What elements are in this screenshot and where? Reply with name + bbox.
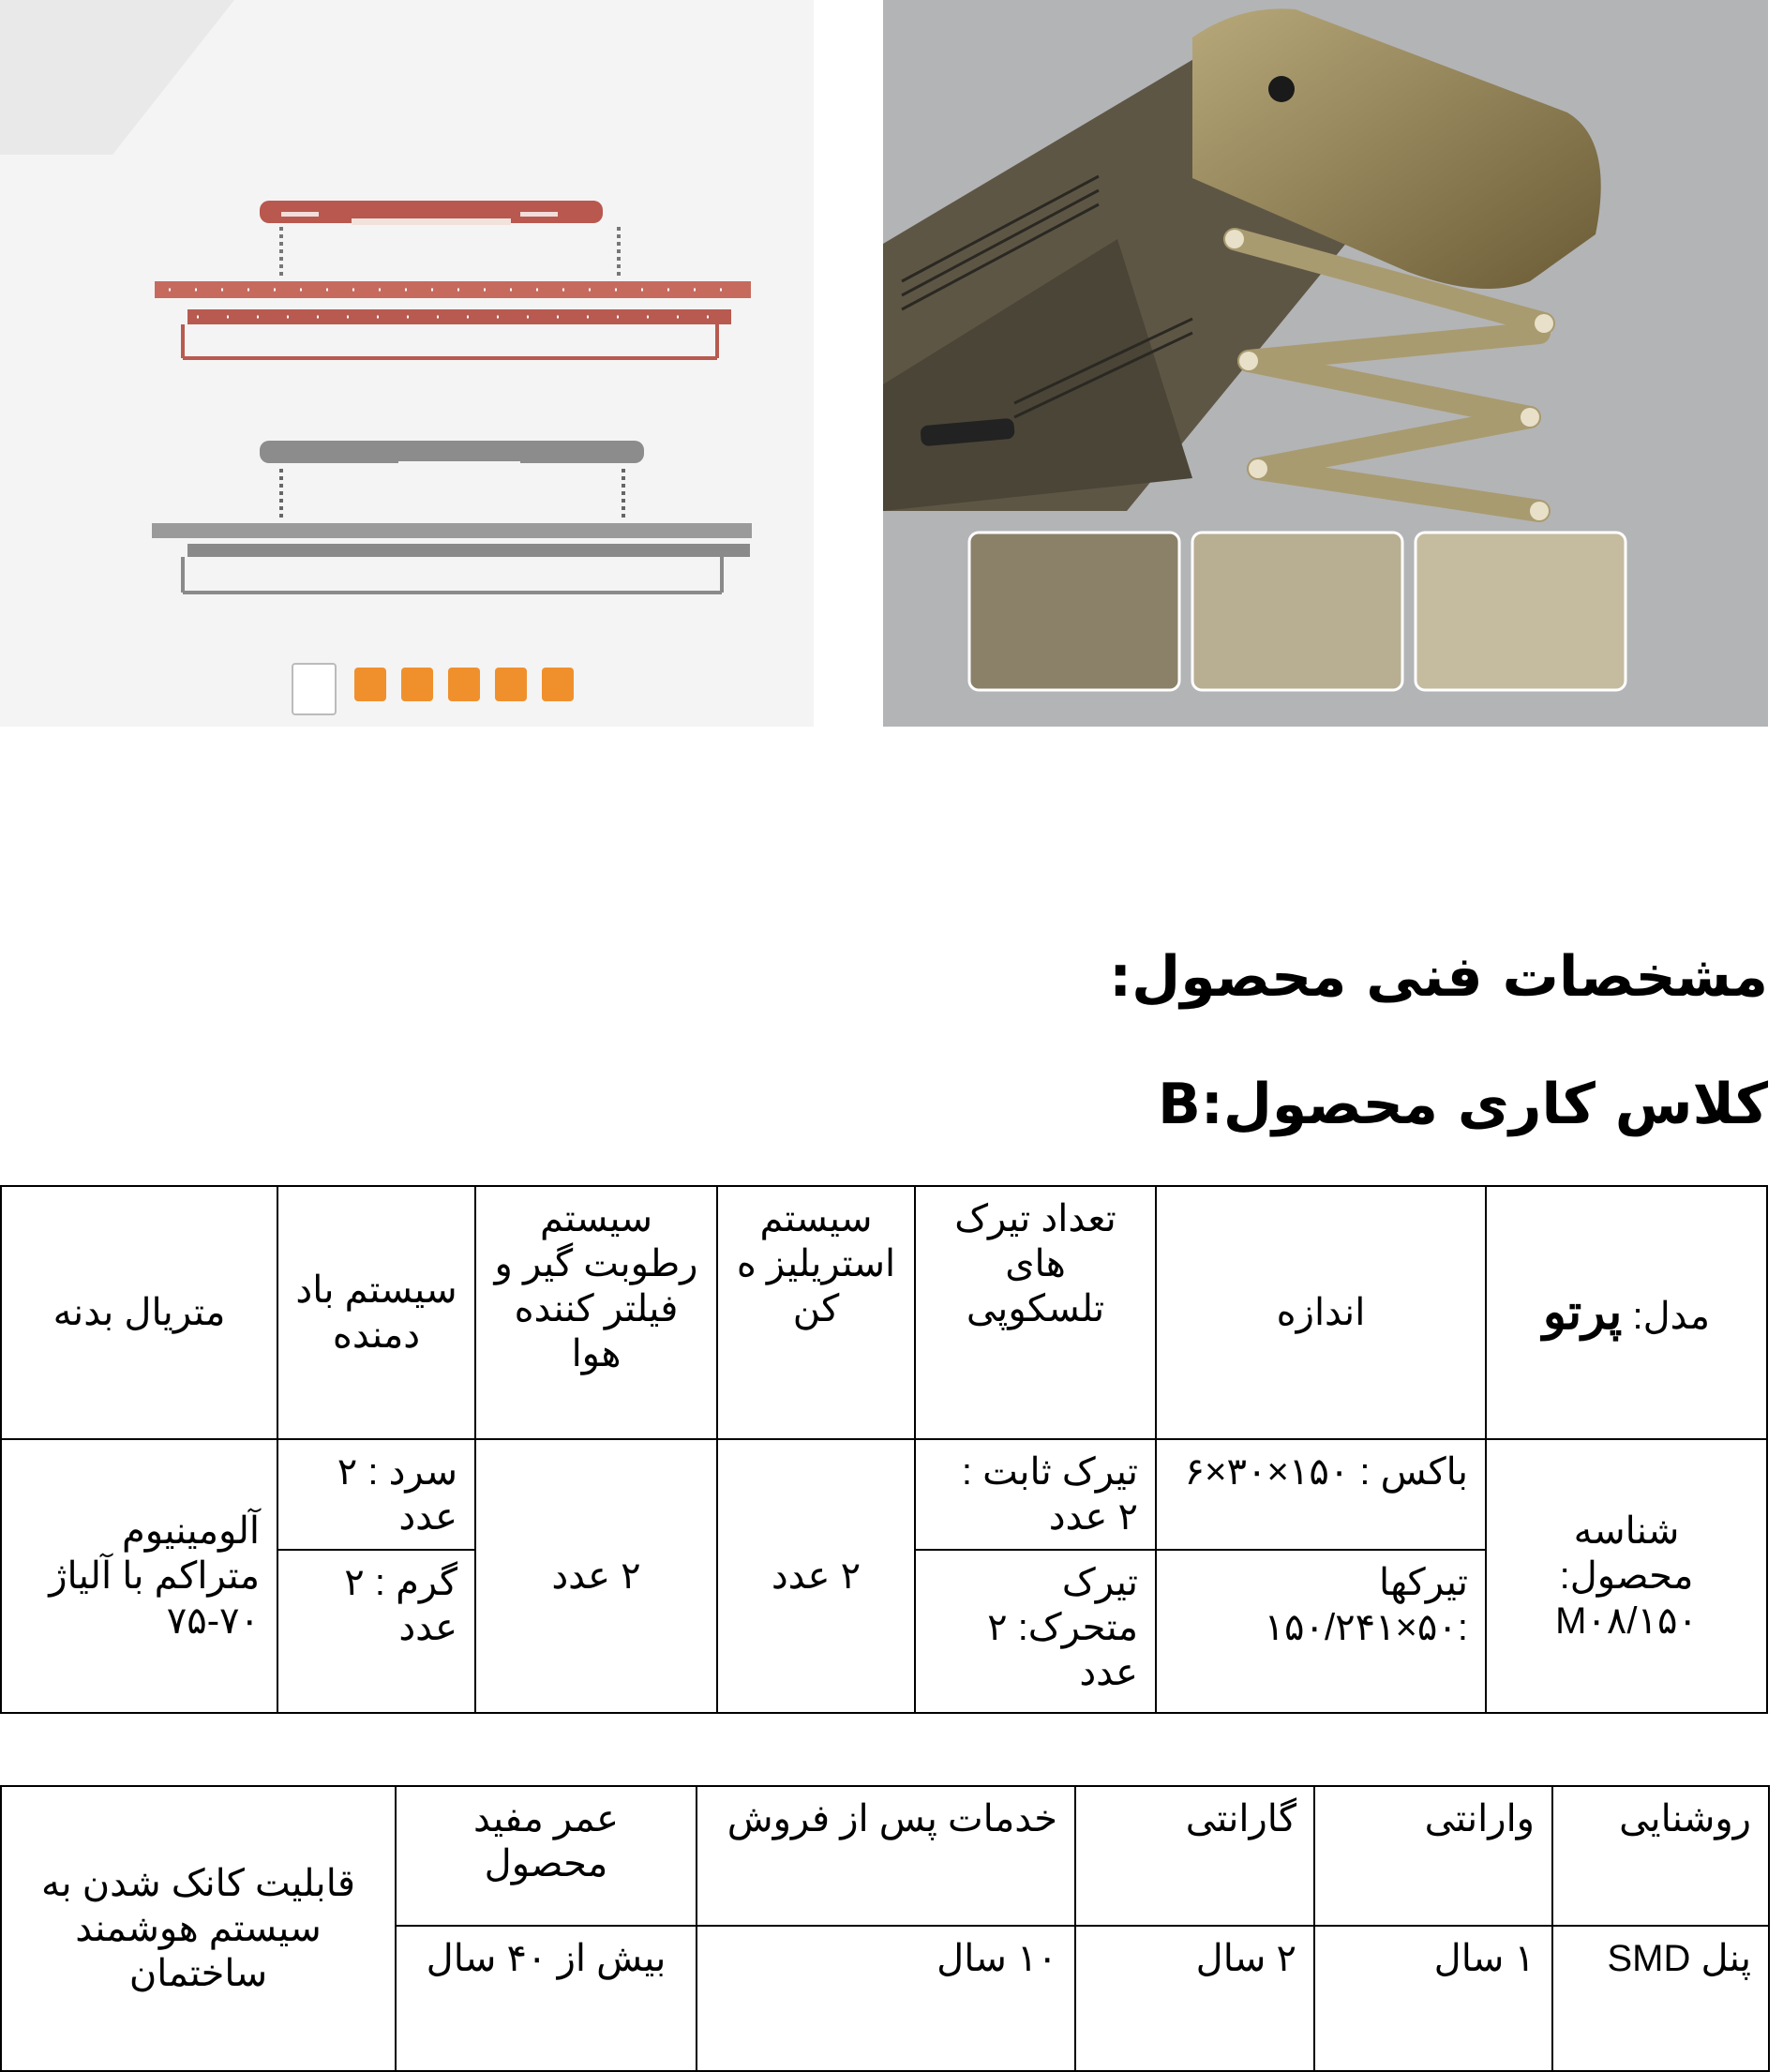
lighting-header: روشنایی: [1552, 1786, 1769, 1926]
blower-warm-cell: گرم : ۲ عدد: [277, 1550, 475, 1713]
detail-thumbnails: [969, 533, 1626, 690]
lighting-value: پنل SMD: [1552, 1926, 1769, 2071]
product-id-cell: شناسه محصول: ۱۵۰/M۰۸: [1486, 1439, 1767, 1713]
sterilizer-header: سیستم استریلیز ه کن: [717, 1186, 915, 1439]
table-row: [1, 1786, 1769, 1926]
work-class-heading: کلاس کاری محصول:B: [1158, 1072, 1768, 1137]
dehumidifier-header: سیستم رطوبت گیر و فیلتر کننده هوا: [475, 1186, 717, 1439]
copper-rack-illustration: [155, 201, 751, 358]
dehumidifier-value: ۲ عدد: [475, 1439, 717, 1713]
specifications-table: [0, 1185, 1768, 1714]
guarantee-header: گارانتی: [1075, 1786, 1314, 1926]
rods-count-header: تعداد تیرک های تلسکوپی: [915, 1186, 1156, 1439]
silver-rack-illustration: [152, 441, 752, 593]
product-photo-racks: [0, 0, 814, 727]
size-rods-cell: تیرکها :۵۰×۱۵۰/۲۴۱: [1156, 1550, 1486, 1713]
body-material-value: آلومینیوم متراکم با آلیاژ ۷۰-۷۵: [1, 1439, 277, 1713]
after-sales-header: خدمات پس از فروش: [697, 1786, 1075, 1926]
service-table: [0, 1785, 1770, 2072]
body-material-header: متریال بدنه: [1, 1186, 277, 1439]
blower-cold-cell: سرد : ۲ عدد: [277, 1439, 475, 1550]
warranty-value: ۱ سال: [1314, 1926, 1552, 2071]
after-sales-value: ۱۰ سال: [697, 1926, 1075, 2071]
guarantee-value: ۲ سال: [1075, 1926, 1314, 2071]
rods-fixed-cell: تیرک ثابت : ۲ عدد: [915, 1439, 1156, 1550]
control-panel-icons: [292, 664, 574, 714]
blower-header: سیستم باد دمنده: [277, 1186, 475, 1439]
lifetime-value: بیش از ۴۰ سال: [396, 1926, 697, 2071]
model-label: مدل:: [1622, 1295, 1711, 1337]
sterilizer-value: ۲ عدد: [717, 1439, 915, 1713]
lifetime-header: عمر مفید محصول: [396, 1786, 697, 1926]
size-box-cell: باکس : ۱۵۰×۳۰×۶: [1156, 1439, 1486, 1550]
rods-moving-cell: تیرک متحرک: ۲ عدد: [915, 1550, 1156, 1713]
product-photo-detail: [883, 0, 1768, 727]
model-header: [1486, 1186, 1767, 1439]
smart-building-header: قابلیت کانک شدن به سیستم هوشمند ساختمان: [1, 1786, 396, 2071]
table-row: [1, 1439, 1767, 1550]
table-row: [1, 1186, 1767, 1439]
model-name: پرتو: [1542, 1284, 1623, 1340]
specs-heading: مشخصات فنی محصول:: [1109, 944, 1768, 1010]
warranty-header: وارانتی: [1314, 1786, 1552, 1926]
size-header: اندازه: [1156, 1186, 1486, 1439]
